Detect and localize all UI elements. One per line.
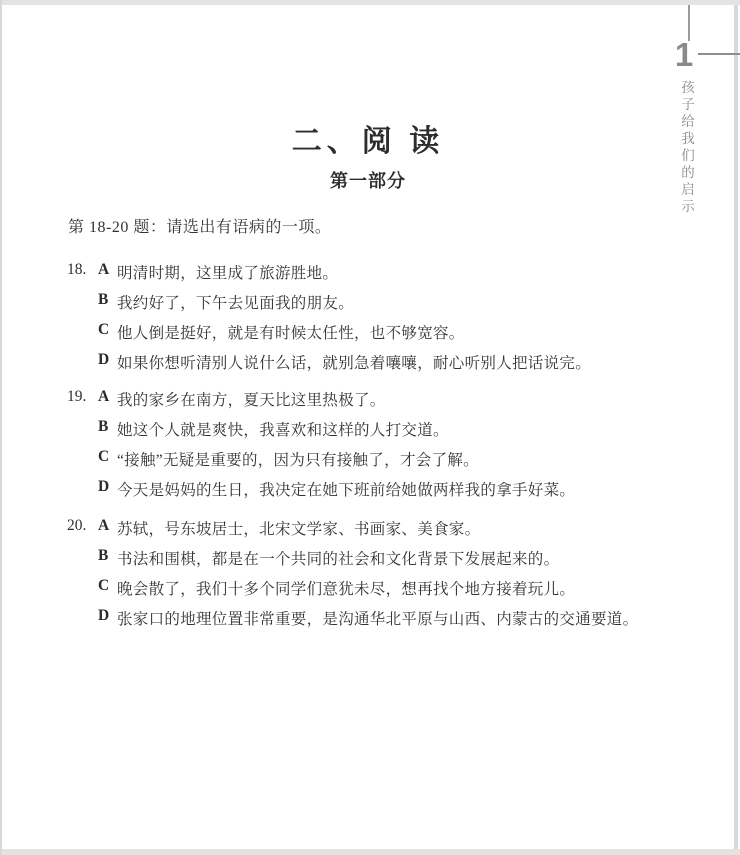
option-row (68, 448, 668, 478)
section-title: 二、阅 读 (291, 125, 445, 158)
option-letter: D (98, 351, 110, 368)
option-row (68, 351, 668, 381)
page-edge-left (0, 0, 2, 855)
question-20 (68, 517, 668, 637)
chapter-rule-horizontal (698, 53, 740, 55)
option-letter: C (98, 321, 110, 338)
option-letter: B (98, 547, 109, 564)
option-text: 苏轼，号东坡居士，北宋文学家、书画家、美食家。 (117, 521, 481, 538)
option-letter: A (98, 388, 110, 405)
option-text: 今天是妈妈的生日，我决定在她下班前给她做两样我的拿手好菜。 (117, 482, 576, 499)
option-letter: B (98, 291, 109, 308)
option-letter: D (98, 607, 110, 624)
option-row (68, 291, 668, 321)
option-row (68, 478, 668, 508)
option-text: 书法和围棋，都是在一个共同的社会和文化背景下发展起来的。 (117, 551, 560, 568)
option-text: 他人倒是挺好，就是有时候太任性，也不够宽容。 (117, 325, 465, 342)
option-row (68, 321, 668, 351)
option-row (68, 418, 668, 448)
option-letter: C (98, 577, 110, 594)
option-text: 张家口的地理位置非常重要，是沟通华北平原与山西、内蒙古的交通要道。 (117, 611, 639, 628)
option-row (68, 607, 668, 637)
option-row (68, 261, 668, 291)
option-row (68, 547, 668, 577)
option-row (68, 517, 668, 547)
option-text: 我约好了，下午去见面我的朋友。 (117, 295, 355, 312)
option-letter: A (98, 261, 110, 278)
question-19 (68, 388, 668, 508)
option-text: 我的家乡在南方，夏天比这里热极了。 (117, 392, 386, 409)
option-row (68, 577, 668, 607)
option-letter: B (98, 418, 109, 435)
option-text: 如果你想听清别人说什么话，就别急着嚷嚷，耐心听别人把话说完。 (117, 355, 592, 372)
option-row (68, 388, 668, 418)
option-text: 她这个人就是爽快，我喜欢和这样的人打交道。 (117, 422, 449, 439)
instruction-text: 第 18-20 题：请选出有语病的一项。 (68, 219, 332, 236)
option-text: 明清时期，这里成了旅游胜地。 (117, 265, 339, 282)
question-18 (68, 261, 668, 381)
page-edge-right (734, 5, 738, 849)
question-number: 20. (67, 517, 87, 534)
option-letter: C (98, 448, 110, 465)
option-text: “接触”无疑是重要的，因为只有接触了，才会了解。 (117, 452, 479, 469)
part-title: 第一部分 (330, 171, 406, 191)
question-number: 18. (67, 261, 87, 278)
option-text: 晚会散了，我们十多个同学们意犹未尽，想再找个地方接着玩儿。 (117, 581, 576, 598)
option-letter: D (98, 478, 110, 495)
chapter-title-vertical: 孩子给我们的启示 (679, 80, 694, 216)
question-number: 19. (67, 388, 87, 405)
page-content (68, 0, 668, 855)
chapter-number: 1 (674, 36, 694, 73)
option-letter: A (98, 517, 110, 534)
